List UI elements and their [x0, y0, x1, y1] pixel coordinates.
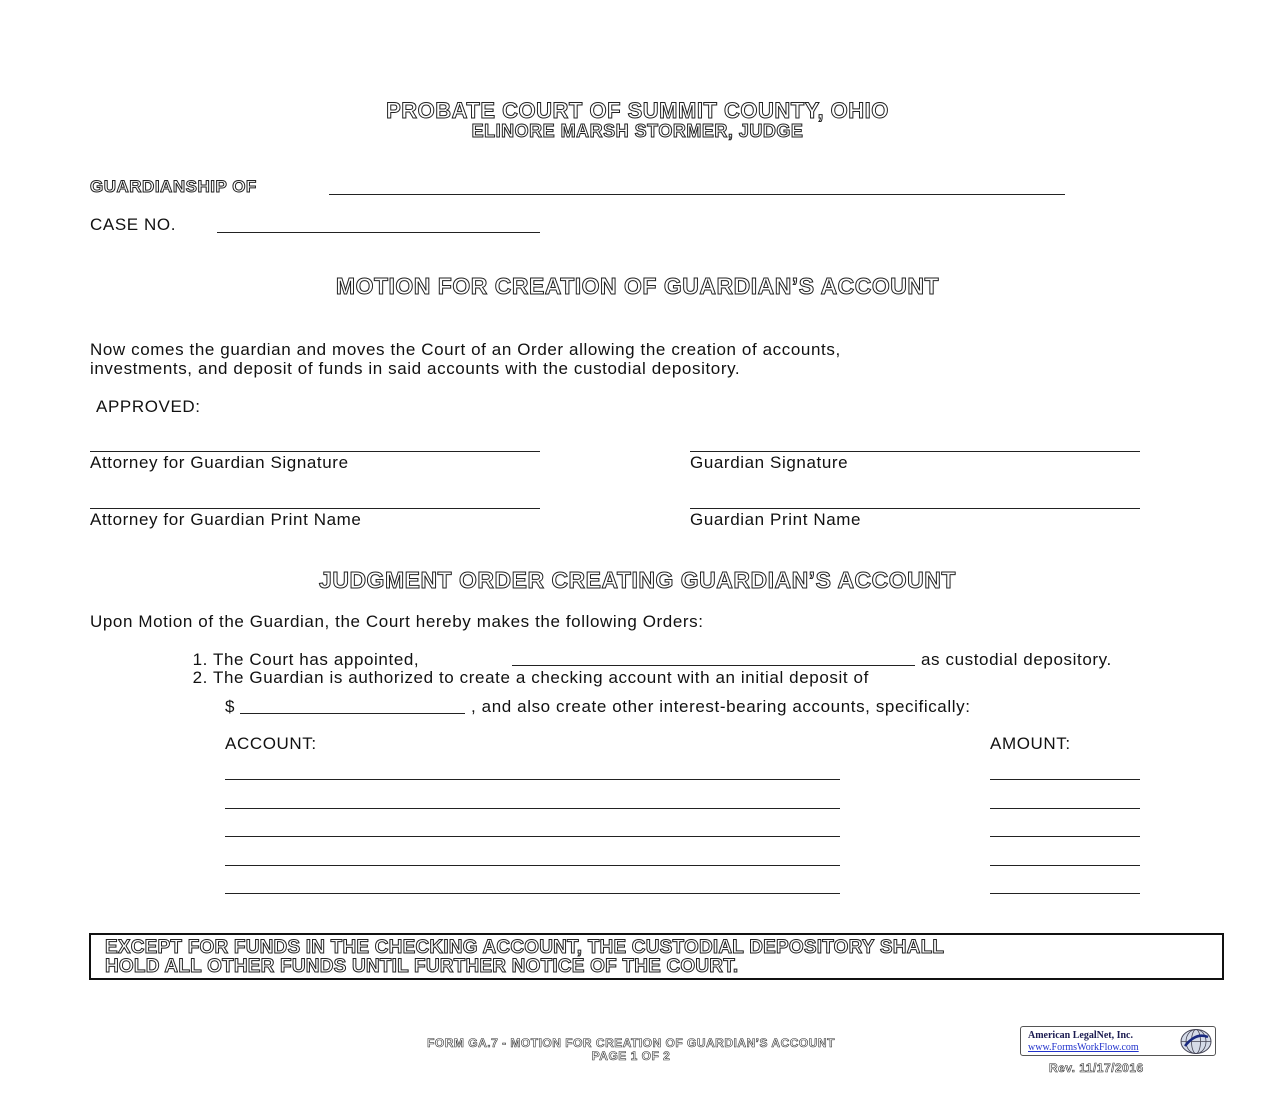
attorney-print-field[interactable]: [90, 508, 540, 509]
amount-field[interactable]: [990, 893, 1140, 894]
judgment-title: JUDGMENT ORDER CREATING GUARDIAN’S ACCOUNT: [319, 567, 956, 593]
account-field[interactable]: [225, 779, 840, 780]
amount-column-label: AMOUNT:: [990, 734, 1071, 753]
account-field[interactable]: [225, 893, 840, 894]
logo-url: www.FormsWorkFlow.com: [1028, 1042, 1139, 1053]
case-label: CASE NO.: [90, 215, 177, 234]
guardian-print-label: Guardian Print Name: [690, 510, 862, 529]
order-item-1-text: The Court has appointed,: [213, 650, 420, 669]
case-number-field[interactable]: [217, 232, 540, 233]
amount-field[interactable]: [990, 779, 1140, 780]
attorney-signature-label: Attorney for Guardian Signature: [90, 453, 349, 472]
custodial-depository-field[interactable]: [512, 665, 915, 666]
motion-body-line2: investments, and deposit of funds in said accounts with the custodial depository.: [90, 359, 741, 378]
order-item-2-suffix: , and also create other interest-bearing accounts, specifically:: [471, 697, 971, 716]
judge-name: ELINORE MARSH STORMER, JUDGE: [471, 121, 804, 141]
amount-field[interactable]: [990, 836, 1140, 837]
guardianship-label: GUARDIANSHIP OF: [90, 177, 257, 196]
notice-line2: HOLD ALL OTHER FUNDS UNTIL FURTHER NOTICE OF THE COURT.: [105, 956, 739, 977]
order-item-2-number: 2.: [192, 668, 208, 687]
order-item-1: [176, 650, 419, 670]
order-item-2-text: The Guardian is authorized to create a checking account with an initial deposit of: [213, 668, 869, 687]
amount-field[interactable]: [990, 865, 1140, 866]
account-field[interactable]: [225, 836, 840, 837]
guardianship-field[interactable]: [329, 194, 1065, 195]
account-column-label: ACCOUNT:: [225, 734, 317, 753]
initial-deposit-field[interactable]: [240, 713, 465, 714]
approved-label: APPROVED:: [96, 397, 201, 416]
footer-form-name: FORM GA.7 - MOTION FOR CREATION OF GUARDIAN’S ACCOUNT: [427, 1036, 835, 1050]
motion-body-line1: Now comes the guardian and moves the Court of an Order allowing the creation of accounts,: [90, 340, 841, 359]
amount-field[interactable]: [990, 808, 1140, 809]
logo-box[interactable]: [1020, 1026, 1216, 1056]
account-field[interactable]: [225, 808, 840, 809]
logo-company: American LegalNet, Inc.: [1028, 1030, 1133, 1041]
motion-title: MOTION FOR CREATION OF GUARDIAN’S ACCOUNT: [335, 273, 940, 299]
judgment-intro: Upon Motion of the Guardian, the Court hereby makes the following Orders:: [90, 612, 704, 631]
attorney-print-label: Attorney for Guardian Print Name: [90, 510, 362, 529]
dollar-sign: $: [225, 697, 236, 716]
court-title: PROBATE COURT OF SUMMIT COUNTY, OHIO: [386, 98, 889, 123]
order-item-1-suffix: as custodial depository.: [921, 650, 1112, 669]
attorney-signature-field[interactable]: [90, 451, 540, 452]
order-item-2: [176, 668, 869, 688]
order-item-1-number: 1.: [192, 650, 208, 669]
globe-icon: [1179, 1028, 1213, 1055]
revision-date: Rev. 11/17/2016: [1049, 1061, 1144, 1075]
guardian-signature-field[interactable]: [690, 451, 1140, 452]
account-field[interactable]: [225, 865, 840, 866]
guardian-print-field[interactable]: [690, 508, 1140, 509]
notice-line1: EXCEPT FOR FUNDS IN THE CHECKING ACCOUNT, THE CUSTODIAL DEPOSITORY SHALL: [105, 937, 945, 958]
footer-page-number: PAGE 1 OF 2: [591, 1049, 671, 1063]
guardian-signature-label: Guardian Signature: [690, 453, 849, 472]
